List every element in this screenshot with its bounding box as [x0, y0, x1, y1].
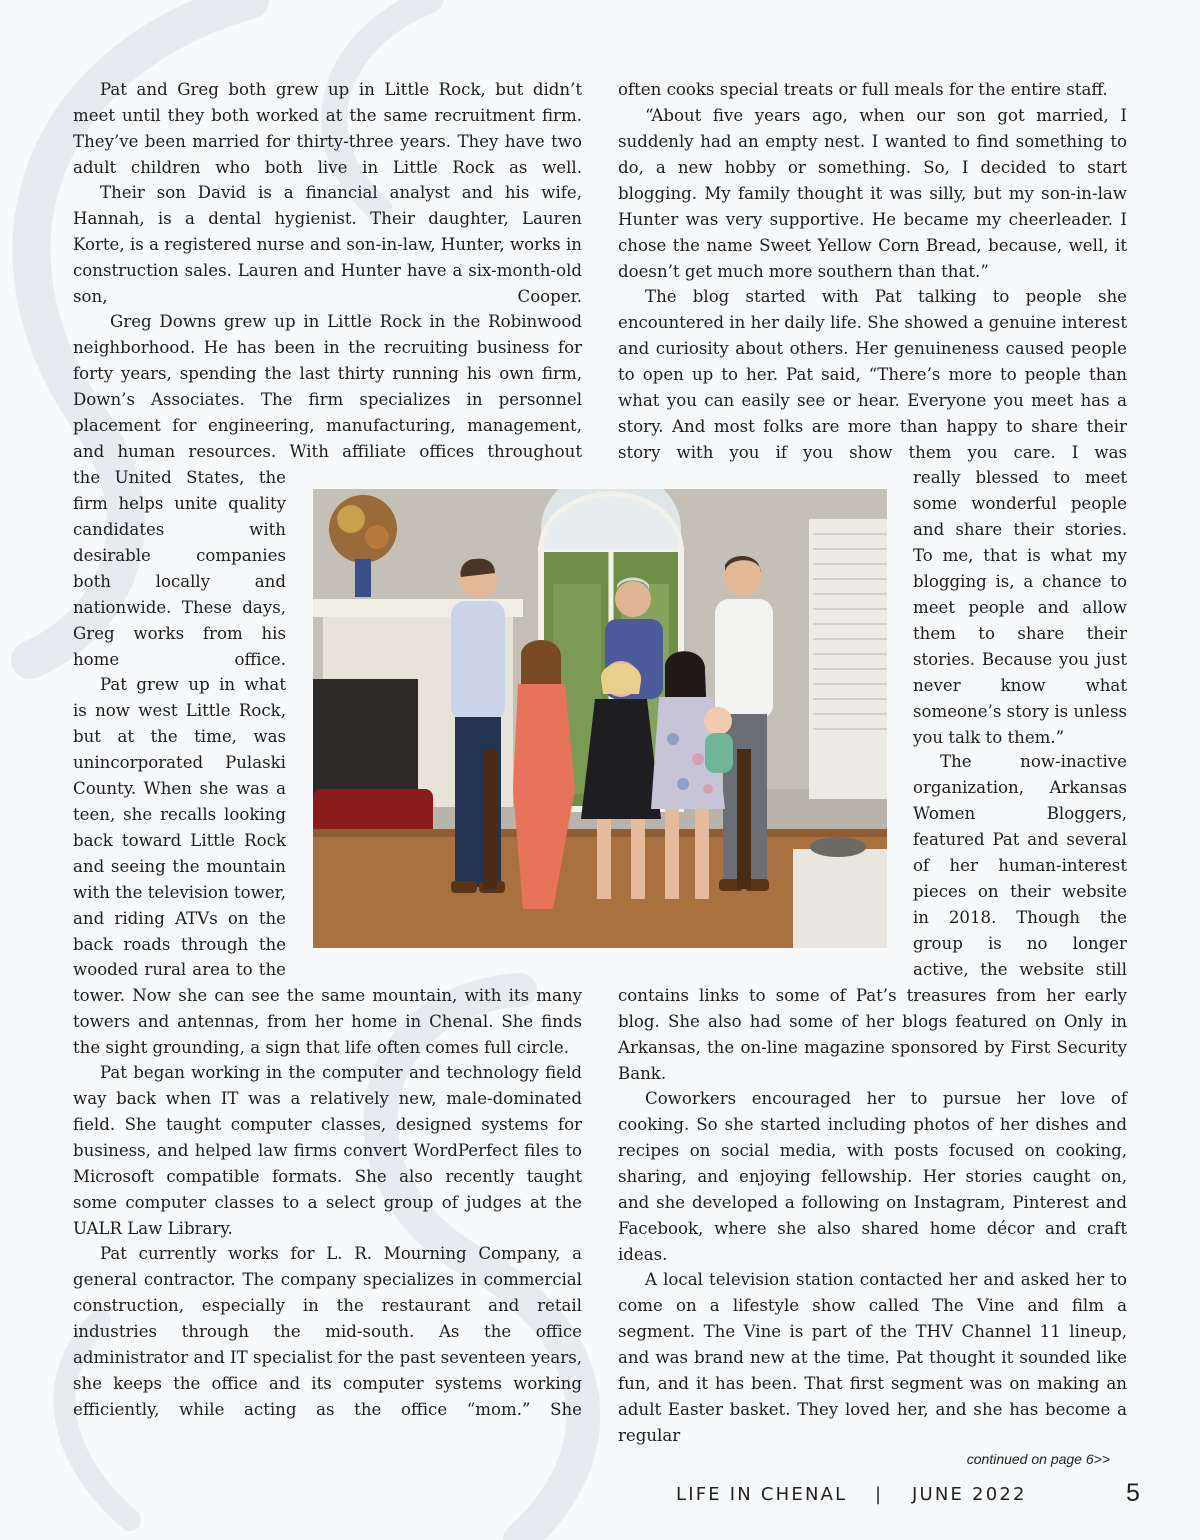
family-portrait-illustration [313, 489, 887, 948]
right-paragraph-5: Coworkers encouraged her to pursue her love of cooking. So she started including photos of her dishes and recipes on social media, with posts focused on cooking, sharing, and enjoying fellowship. Her stories caught on, and she developed a following on Instagram, Pinterest and Facebook, where she also shared home décor and craft ideas. [618, 1089, 1127, 1264]
page-number: 5 [1126, 1479, 1140, 1507]
left-paragraph-6: Pat currently works for L. R. Mourning Company, a general contractor. The company specializes in commercial construction, especially in the restaurant and retail industries through the mid-south. As the office administrator and IT specialist for the past seventeen years, she keeps the office and its computer systems working efficiently, while acting as the office “mom.” She [73, 1244, 582, 1419]
right-paragraph-4-wrap: The now-inactive organization, Arkansas Women Bloggers, featured Pat and several of her human-interest pieces on their website in 2018. Though the group is no longer active, the website still [913, 752, 1127, 979]
left-paragraph-3: Greg Downs grew up in Little Rock in the Robinwood neighborhood. He has been in the recruiting business for forty years, spending the last thirty running his own firm, Down’s Associates. The firm specializes in personnel placement for engineering, manufacturing, management, and human resources. With affiliate offices throughout [73, 312, 582, 461]
footer-magazine-name: LIFE IN CHENAL [676, 1484, 848, 1505]
left-paragraph-4-wrap: Pat grew up in what is now west Little Rock, but at the time, was unincorporated Pulaski County. When she was a teen, she recalls looking back toward Little Rock and seeing the mountain with the television tower, and riding ATVs on the back roads through the wooded rural area to the [73, 675, 286, 980]
left-paragraph-4: tower. Now she can see the same mountain, with its many towers and antennas, from her home in Chenal. She finds the sight grounding, a sign that life often comes full circle. [73, 986, 582, 1057]
right-paragraph-3-wrap: really blessed to meet some wonderful people and share their stories. To me, that is what my blogging is, a chance to meet people and allow them to share their stories. Because you just never know what someone’s story is unless you talk to them.” [913, 468, 1128, 747]
left-paragraph-5: Pat began working in the computer and technology field way back when IT was a relatively new, male-dominated field. She taught computer classes, designed systems for business, and helped law firms convert WordPerfect files to Microsoft compatible formats. She also recently taught some computer classes to a select group of judges at the UALR Law Library. [73, 1063, 582, 1238]
right-paragraph-4: contains links to some of Pat’s treasures from her early blog. She also had some of her blogs featured on Only in Arkansas, the on-line magazine sponsored by First Security Bank. [618, 986, 1127, 1083]
right-paragraph-2: “About five years ago, when our son got married, I suddenly had an empty nest. I wanted to find something to do, a new hobby or something. So, I decided to start blogging. My family thought it was silly, but my son-in-law Hunter was very supportive. He became my cheerleader. I chose the name Sweet Yellow Corn Bread, because, well, it doesn’t get much more southern than that.” [618, 106, 1127, 281]
right-paragraph-6: A local television station contacted her and asked her to come on a lifestyle show called The Vine and film a segment. The Vine is part of the THV Channel 11 lineup, and was brand new at the time. Pat thought it sounded like fun, and it has been. That first segment was on making an adult Easter basket. They loved her, and she has become a regular [618, 1270, 1127, 1445]
family-portrait-photo [313, 489, 887, 948]
right-paragraph-3: The blog started with Pat talking to people she encountered in her daily life. She showed a genuine interest and curiosity about others. Her genuineness caused people to open up to her. Pat said, “There’s more to people than what you can easily see or hear. Everyone you meet has a story. And most folks are more than happy to share their story with you if you show them you care. I was [618, 287, 1127, 462]
left-paragraph-2: Their son David is a financial analyst and his wife, Hannah, is a dental hygienist. Their daughter, Lauren Korte, is a registered nurse and son-in-law, Hunter, works in construction sales. Lauren and Hunter have a six-month-old son, Cooper. [73, 183, 582, 306]
right-paragraph-1: often cooks special treats or full meals for the entire staff. [618, 80, 1108, 99]
left-paragraph-3-wrap: the United States, the firm helps unite quality candidates with desirable companies both locally and nationwide. These days, Greg works from his home office. [73, 468, 286, 669]
footer-issue-date: JUNE 2022 [912, 1484, 1027, 1505]
continued-note: continued on page 6>> [966, 1451, 1110, 1467]
left-paragraph-1: Pat and Greg both grew up in Little Rock, but didn’t meet until they both worked at the same recruitment firm. They’ve been married for thirty-three years. They have two adult children who both live in Little Rock as well. [73, 80, 582, 177]
footer-separator: | [875, 1484, 884, 1505]
